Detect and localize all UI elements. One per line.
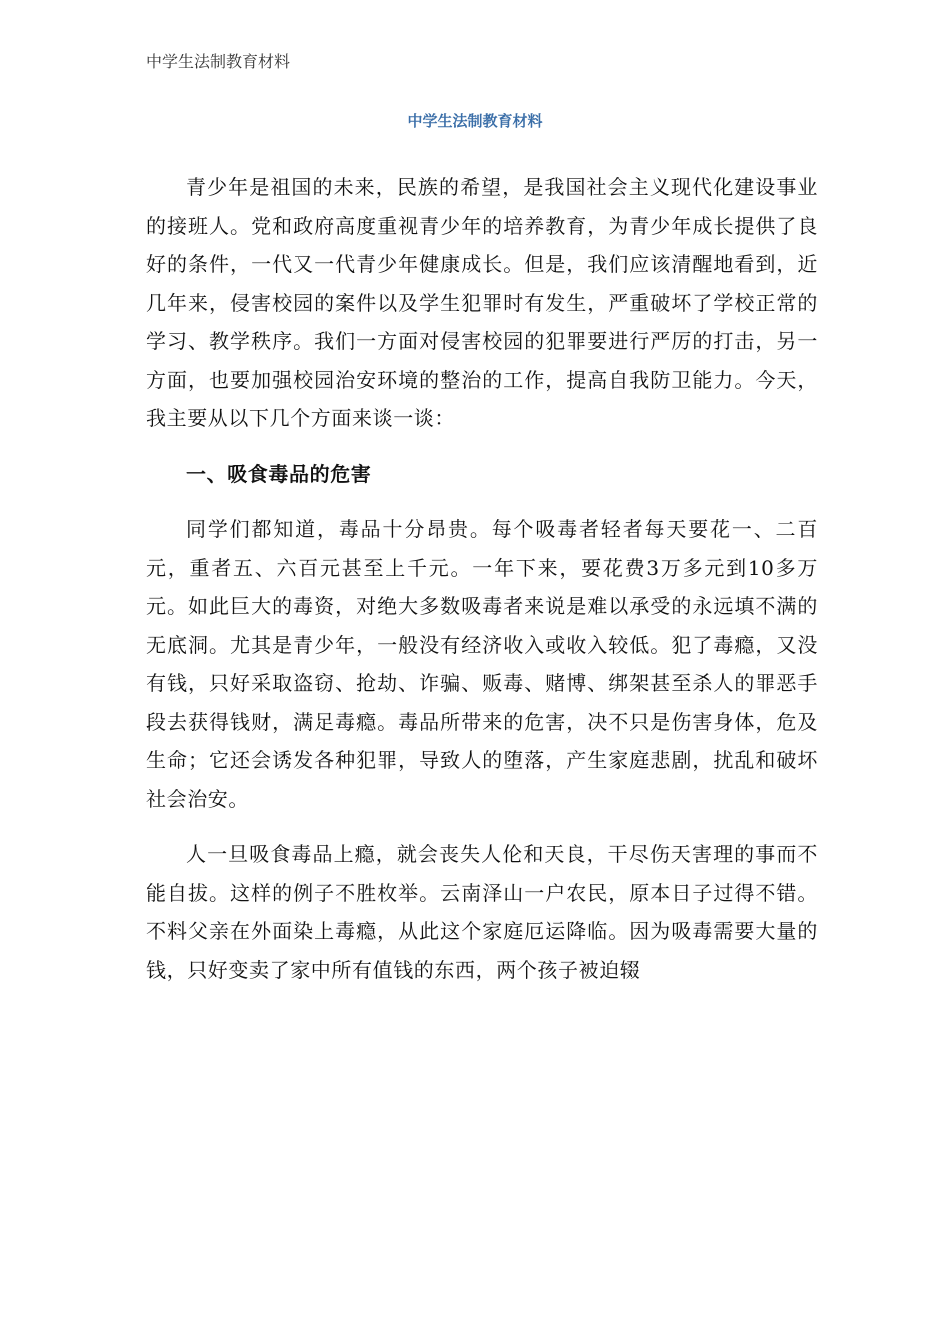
body-paragraph: 同学们都知道，毒品十分昂贵。每个吸毒者轻者每天要花一、二百元，重者五、六百元甚至上千元。一年下来，要花费3万多元到10多万元。如此巨大的毒资，对绝大多数吸毒者来说是难以承受的永远填不满的无底洞。尤其是青少年，一般没有经济收入或收入较低。犯了毒瘾，又没有钱，只好采取盗窃、抢劫、诈骗、贩毒、赌博、绑架甚至杀人的罪恶手段去获得钱财，满足毒瘾。毒品所带来的危害，决不只是伤害身体，危及生命；它还会诱发各种犯罪，导致人的堕落，产生家庭悲剧，扰乱和破坏社会治安。 [146,517,818,811]
running-header: 中学生法制教育材料 [146,52,291,71]
intro-paragraph: 青少年是祖国的未来，民族的希望，是我国社会主义现代化建设事业的接班人。党和政府高度重视青少年的培养教育，为青少年成长提供了良好的条件，一代又一代青少年健康成长。但是，我们应该清醒地看到，近几年来，侵害校园的案件以及学生犯罪时有发生，严重破坏了学校正常的学习、教学秩序。我们一方面对侵害校园的犯罪要进行严厉的打击，另一方面，也要加强校园治安环境的整治的工作，提高自我防卫能力。今天，我主要从以下几个方面来谈一谈： [146,175,818,430]
document-body [146,168,818,1006]
document-title: 中学生法制教育材料 [407,112,543,130]
body-paragraph: 人一旦吸食毒品上瘾，就会丧失人伦和天良，干尽伤天害理的事而不能自拔。这样的例子不胜枚举。云南泽山一户农民，原本日子过得不错。不料父亲在外面染上毒瘾，从此这个家庭厄运降临。因为吸毒需要大量的钱，只好变卖了家中所有值钱的东西，两个孩子被迫辍 [146,842,818,982]
section-heading: 一、吸食毒品的危害 [186,461,372,486]
